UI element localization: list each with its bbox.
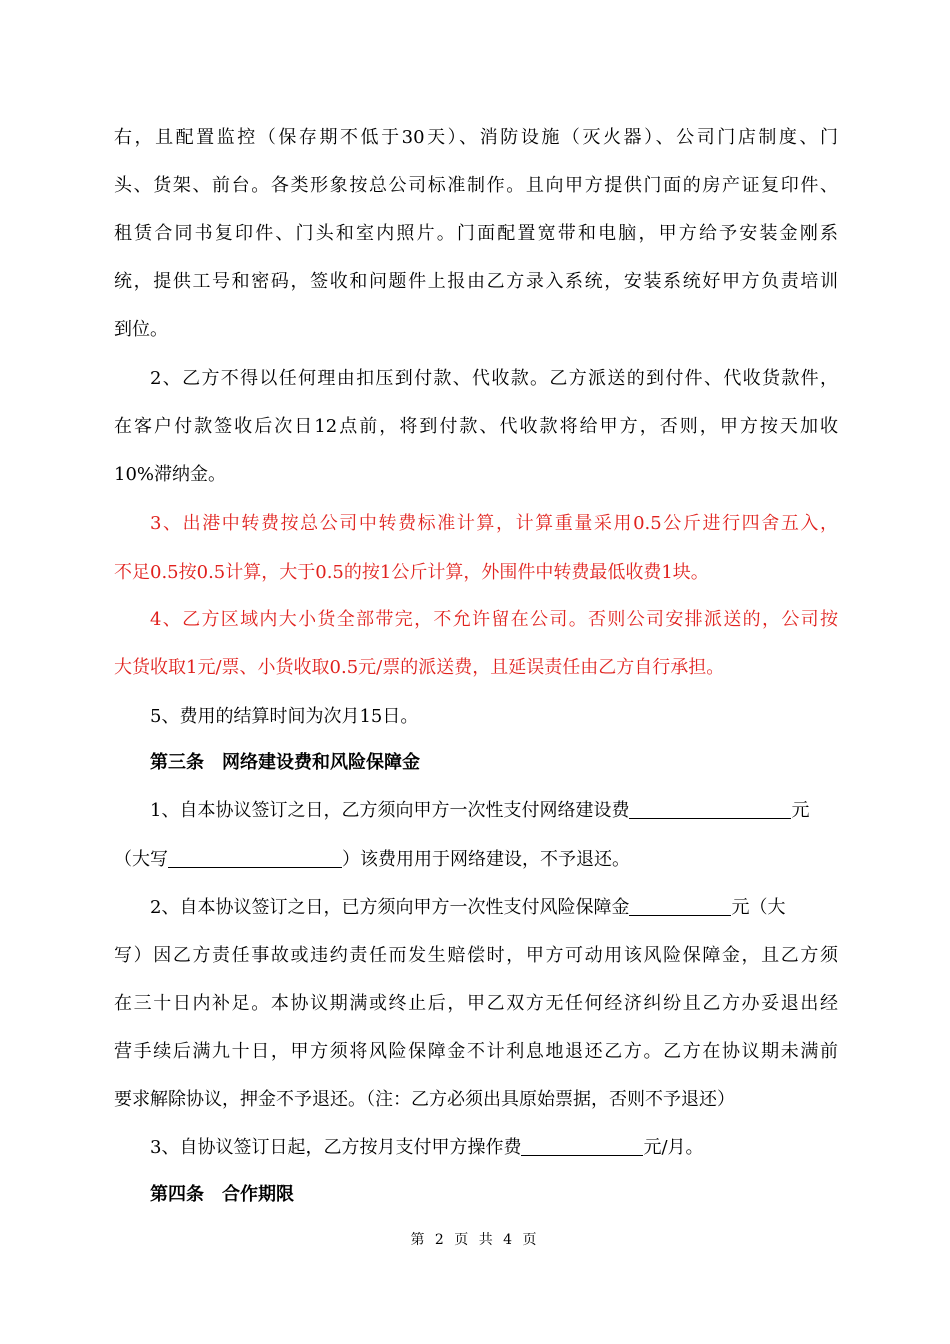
paragraph-line: 要求解除协议，押金不予退还。（注：乙方必须出具原始票据，否则不予退还） [114,1089,735,1110]
amount-words-blank [168,849,342,868]
paragraph-line: 头、货架、前台。各类形象按总公司标准制作。且向甲方提供门面的房产证复印件、 [114,175,838,196]
highlighted-paragraph-line: 不足0.5按0.5计算，大于0.5的按1公斤计算，外围件中转费最低收费1块。 [114,562,709,583]
highlighted-paragraph-line: 大货收取1元/票、小货收取0.5元/票的派送费，且延误责任由乙方自行承担。 [114,657,725,678]
paragraph-text: 元 [791,800,810,821]
highlighted-paragraph-line: 4、乙方区域内大小货全部带完，不允许留在公司。否则公司安排派送的，公司按 [150,609,838,630]
paragraph-line: 到位。 [114,319,168,340]
paragraph-text: 元（大 [731,897,786,918]
paragraph-text: 3、自协议签订日起，乙方按月支付甲方操作费 [150,1137,522,1158]
paragraph-line: 2、乙方不得以任何理由扣压到付款、代收款。乙方派送的到付件、代收货款件， [150,368,838,389]
paragraph-line [150,1136,838,1160]
section-heading: 第四条 合作期限 [150,1184,294,1205]
section-heading: 第三条 网络建设费和风险保障金 [150,752,420,773]
paragraph-line: 在三十日内补足。本协议期满或终止后，甲乙双方无任何经济纠纷且乙方办妥退出经 [114,993,838,1014]
paragraph-line: 10%滞纳金。 [114,464,227,485]
amount-blank [629,897,731,916]
paragraph-line: 统，提供工号和密码，签收和问题件上报由乙方录入系统，安装系统好甲方负责培训 [114,271,838,292]
paragraph-line [114,848,838,872]
highlighted-paragraph-line: 3、出港中转费按总公司中转费标准计算，计算重量采用0.5公斤进行四舍五入， [150,513,838,534]
paragraph-text: ）该费用用于网络建设，不予退还。 [342,849,630,870]
paragraph-line: 右，且配置监控（保存期不低于30天）、消防设施（灭火器）、公司门店制度、门 [114,127,838,148]
page-number-footer: 第 2 页 共 4 页 [410,1232,540,1248]
paragraph-line [150,896,838,920]
amount-blank [629,800,791,819]
paragraph-text: 2、自本协议签订之日，已方须向甲方一次性支付风险保障金 [150,897,630,918]
paragraph-line: 写）因乙方责任事故或违约责任而发生赔偿时，甲方可动用该风险保障金，且乙方须 [114,945,838,966]
paragraph-line: 5、费用的结算时间为次月15日。 [150,706,419,727]
paragraph-line [150,799,838,823]
paragraph-line: 在客户付款签收后次日12点前，将到付款、代收款将给甲方，否则，甲方按天加收 [114,416,838,437]
paragraph-text: （大写 [114,849,168,870]
paragraph-text: 1、自本协议签订之日，乙方须向甲方一次性支付网络建设费 [150,800,630,821]
amount-blank [521,1137,643,1156]
paragraph-text: 元/月。 [643,1137,704,1158]
paragraph-line: 租赁合同书复印件、门头和室内照片。门面配置宽带和电脑，甲方给予安装金刚系 [114,223,838,244]
paragraph-line: 营手续后满九十日，甲方须将风险保障金不计利息地退还乙方。乙方在协议期未满前 [114,1041,838,1062]
